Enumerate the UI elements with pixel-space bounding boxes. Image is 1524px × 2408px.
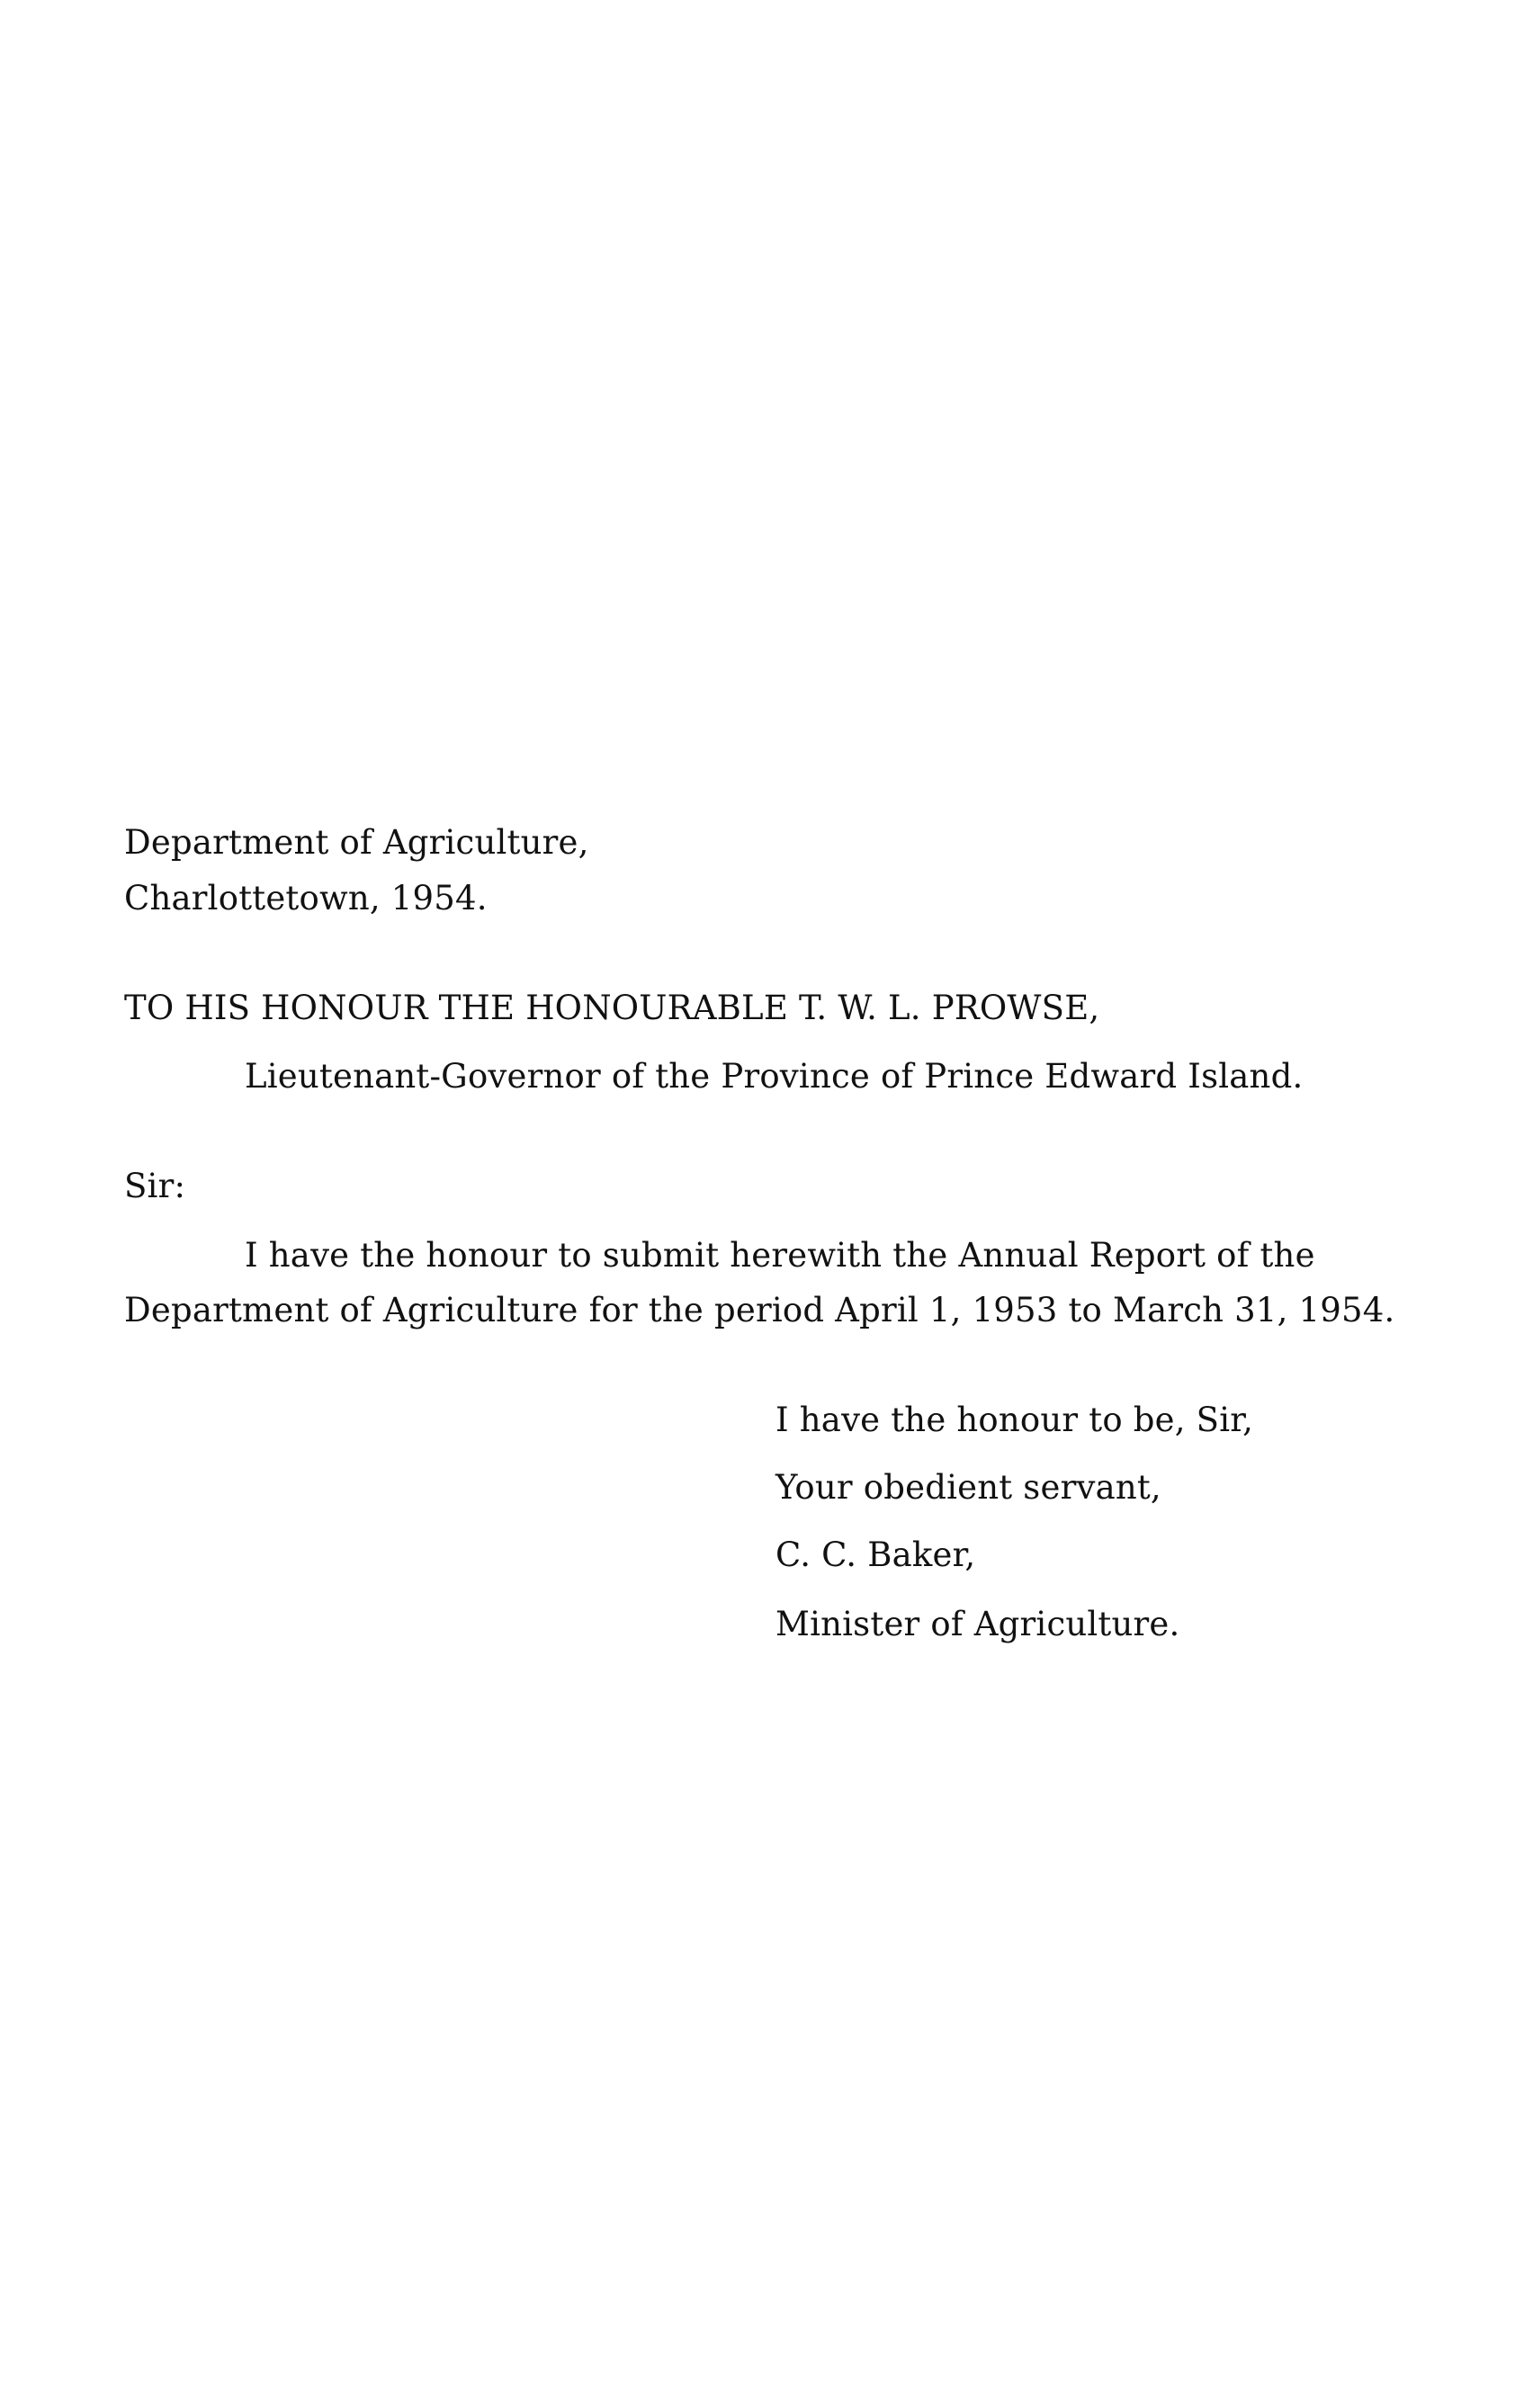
salutation: Sir:: [124, 1167, 186, 1205]
closing-line-2: Your obedient servant,: [775, 1468, 1161, 1507]
addressee-title: Lieutenant-Governor of the Province of Prince Edward Island.: [245, 1057, 1304, 1096]
signatory-name: C. C. Baker,: [775, 1535, 976, 1574]
body-line-2: Department of Agriculture for the period April 1, 1953 to March 31, 1954.: [124, 1291, 1395, 1329]
body-line-1: I have the honour to submit herewith the Annual Report of the: [245, 1236, 1315, 1275]
closing-line-1: I have the honour to be, Sir,: [775, 1401, 1254, 1439]
sender-address-line-1: Department of Agriculture,: [124, 823, 589, 862]
addressee-name: TO HIS HONOUR THE HONOURABLE T. W. L. PROWSE,: [124, 989, 1100, 1027]
sender-address-line-2: Charlottetown, 1954.: [124, 879, 488, 918]
signatory-title: Minister of Agriculture.: [775, 1605, 1180, 1643]
